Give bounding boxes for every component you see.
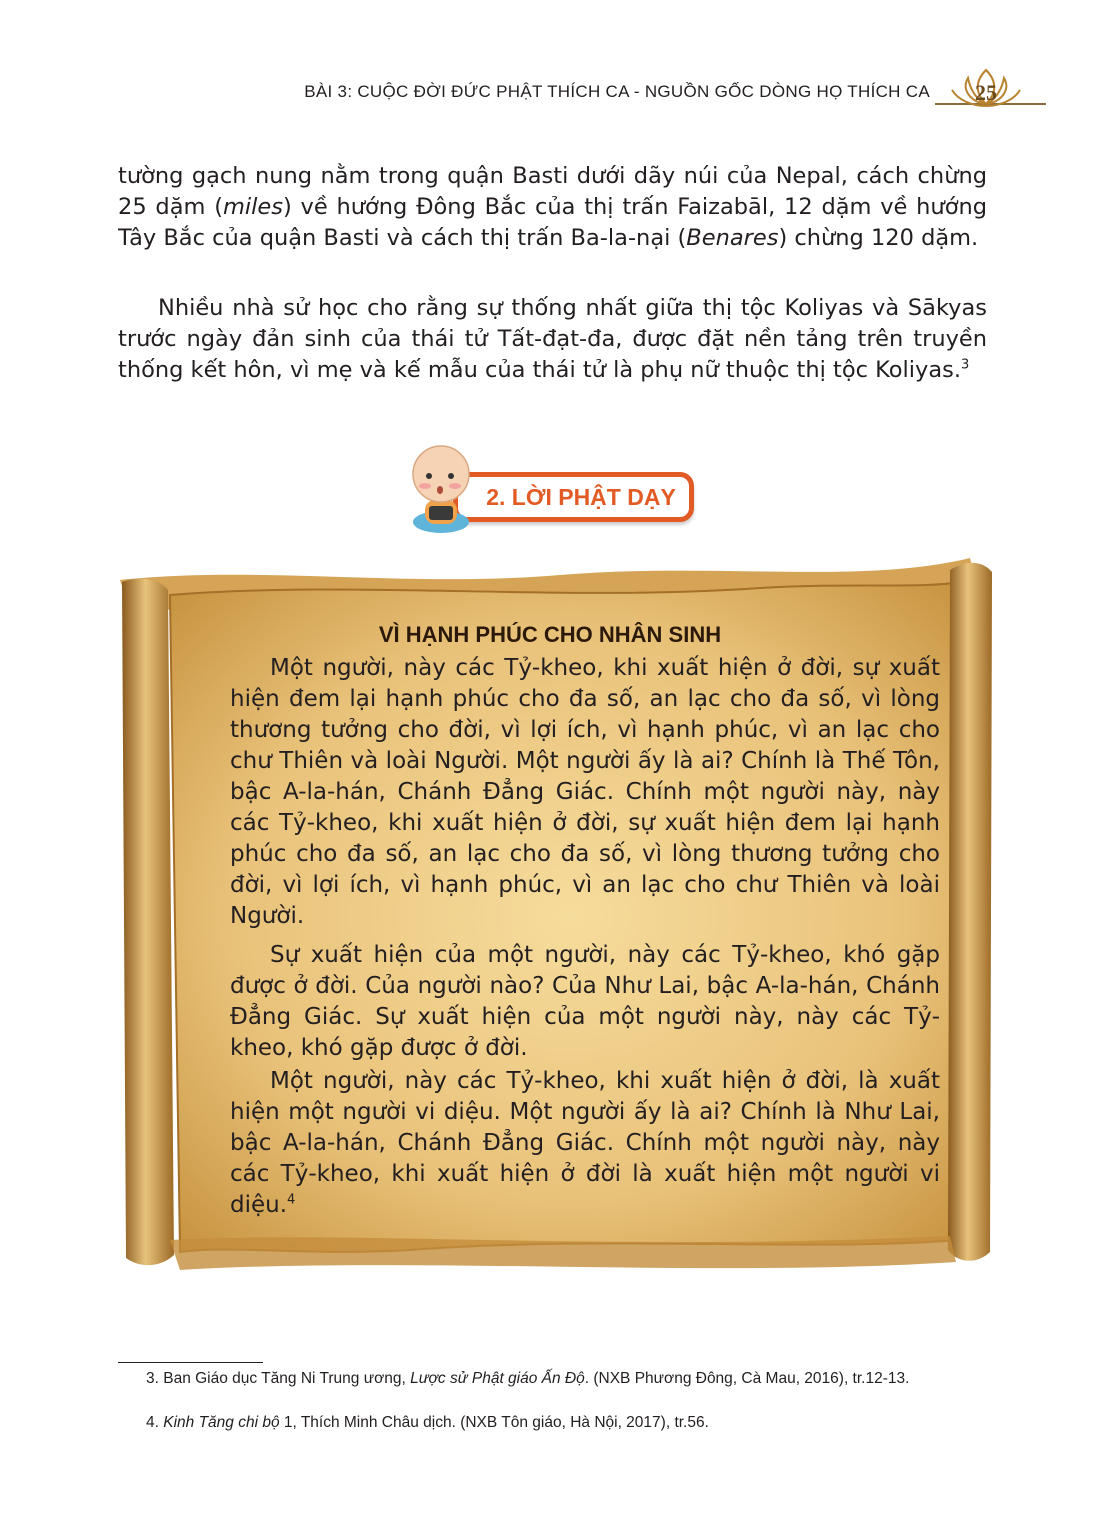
scroll-paragraph-2: Sự xuất hiện của một người, này các Tỷ-kheo, khó gặp được ở đời. Của người nào? Của Như Lai, bậc A-la-hán, Chánh Đẳng Giác. Sự xuất hiện của một người này, này các Tỷ-kheo, khó gặp được ở đời. [230, 942, 940, 1061]
footnote-4: 4. Kinh Tăng chi bộ 1, Thích Minh Châu dịch. (NXB Tôn giáo, Hà Nội, 2017), tr.56. [146, 1414, 709, 1431]
page-number: 25 [975, 80, 997, 105]
monk-mascot-icon [405, 440, 475, 535]
section-heading-label: 2. LỜI PHẬT DẠY [486, 484, 676, 510]
scroll-title: VÌ HẠNH PHÚC CHO NHÂN SINH [378, 622, 722, 647]
body-paragraph-1: tường gạch nung nằm trong quận Basti dưới dãy núi của Nepal, cách chừng 25 dặm (miles) về hướng Đông Bắc của thị trấn Faizabāl, 12 dặm về hướng Tây Bắc của quận Basti và cách thị trấn Ba-la-nại (Benares) chừng 120 dặm. [118, 163, 987, 251]
parchment-scroll [110, 540, 1000, 1280]
footnote-rule [118, 1362, 263, 1363]
footnote-ref-4: 4 [287, 1192, 296, 1208]
running-header [0, 64, 1106, 114]
body-paragraph-2: Nhiều nhà sử học cho rằng sự thống nhất giữa thị tộc Koliyas và Sākyas trước ngày đản sinh của thái tử Tất-đạt-đa, được đặt nền tảng trên truyền thống kết hôn, vì mẹ và kế mẫu của thái tử là phụ nữ thuộc thị tộc Koliyas.$^3$ [118, 295, 987, 383]
scroll-paragraph-3: Một người, này các Tỷ-kheo, khi xuất hiện ở đời, là xuất hiện một người vi diệu. Một người ấy là ai? Chính là Như Lai, bậc A-la-hán, Chánh Đẳng Giác. Chính một người này, này các Tỷ-kheo, khi xuất hiện ở đời là xuất hiện một người vi diệu.$^4$ [230, 1068, 940, 1218]
scroll-paragraph-1: Một người, này các Tỷ-kheo, khi xuất hiện ở đời, sự xuất hiện đem lại hạnh phúc cho đa số, an lạc cho đa số, vì lòng thương tưởng cho đời, vì lợi ích, vì hạnh phúc, vì an lạc cho chư Thiên và loài Người. Một người ấy là ai? Chính là Thế Tôn, bậc A-la-hán, Chánh Đẳng Giác. Chính một người này, này các Tỷ-kheo, khi xuất hiện ở đời, sự xuất hiện đem lại hạnh phúc cho đa số, an lạc cho đa số, vì lòng thương tưởng cho đời, vì lợi ích, vì hạnh phúc, vì an lạc cho chư Thiên và loài Người. [230, 655, 940, 929]
footnote-ref-3: 3 [961, 357, 970, 373]
chapter-title: BÀI 3: CUỘC ĐỜI ĐỨC PHẬT THÍCH CA - NGUỒN GỐC DÒNG HỌ THÍCH CA [304, 82, 930, 101]
footnote-3: 3. Ban Giáo dục Tăng Ni Trung ương, Lược sử Phật giáo Ấn Độ. (NXB Phương Đông, Cà Mau, 2016), tr.12-13. [146, 1370, 910, 1387]
section-heading [405, 440, 705, 540]
